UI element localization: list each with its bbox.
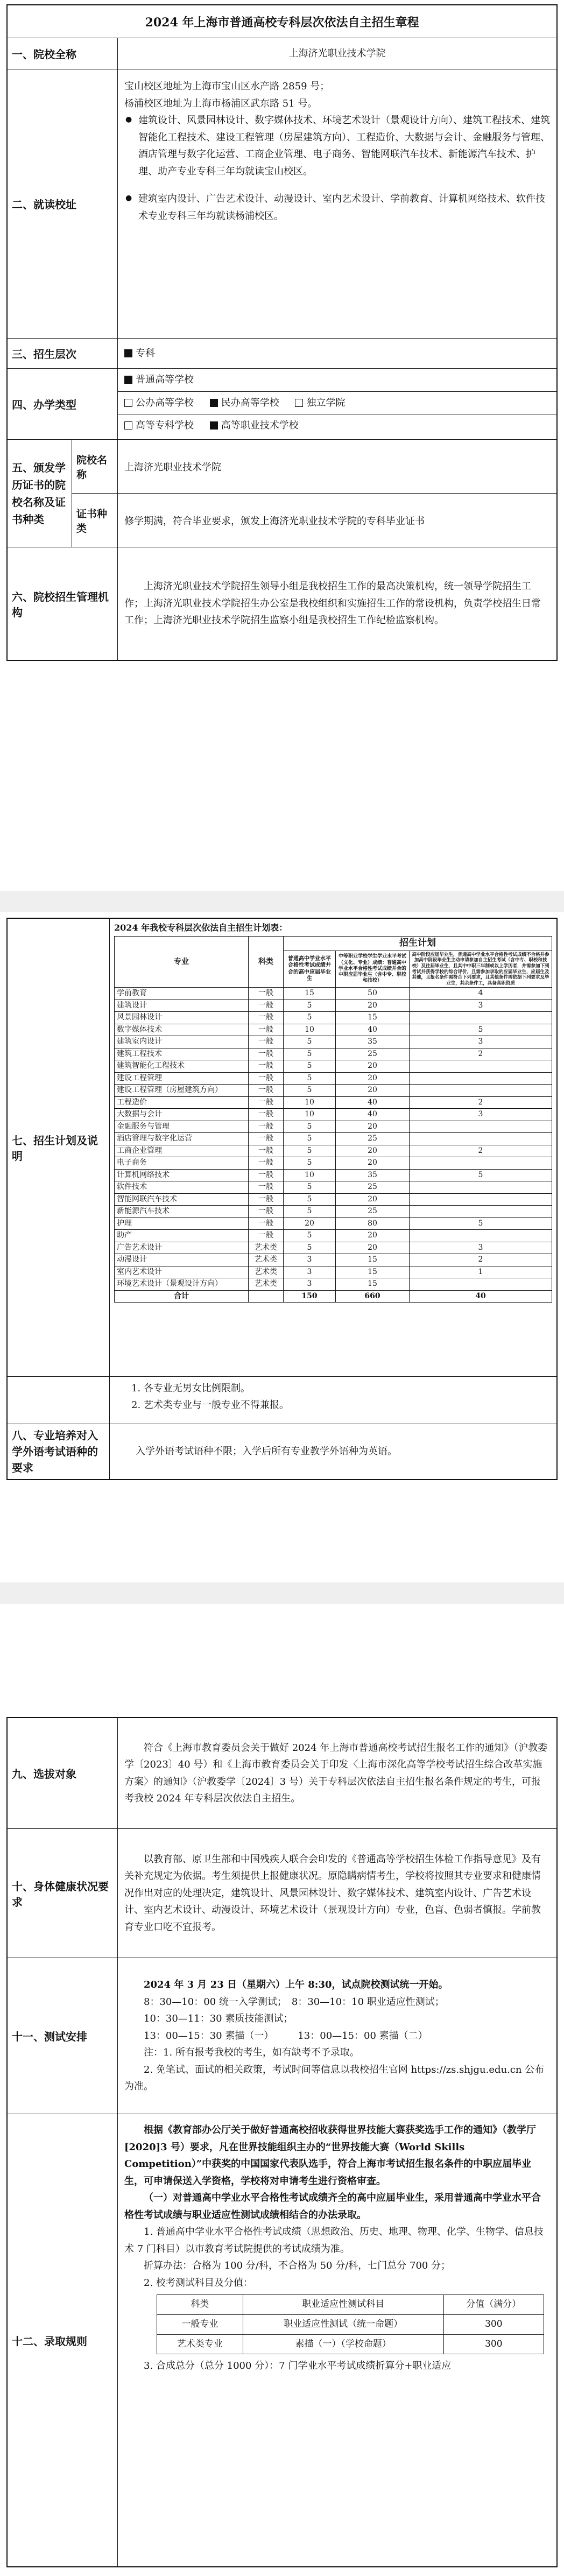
plan-header-row: [115, 937, 552, 951]
plan-value-cell: 5: [284, 1145, 336, 1157]
score-row: [157, 2334, 544, 2354]
section-label: 十一、测试安排: [8, 1958, 118, 2114]
plan-row: [115, 1085, 552, 1097]
plan-major-cell: 工程造价: [115, 1096, 249, 1109]
plan-row: [115, 1278, 552, 1291]
plan-row: [115, 1145, 552, 1157]
plan-value-cell: 40: [336, 1096, 410, 1109]
plan-value-cell: 一般: [249, 1072, 284, 1085]
plan-value-cell: 20: [336, 1157, 410, 1170]
plan-value-cell: 10: [284, 1096, 336, 1109]
checked-box-icon: [210, 399, 218, 407]
plan-value-cell: 一般: [249, 1024, 284, 1036]
plan-value-cell: 一般: [249, 1181, 284, 1194]
plan-row: [115, 1266, 552, 1278]
campus-address-baoshan: 宝山校区地址为上海市宝山区水产路 2859 号；: [124, 81, 330, 92]
plan-major-cell: 建设工程管理: [115, 1072, 249, 1085]
charter-table-part-3: [6, 1717, 558, 2567]
page-1: [0, 0, 564, 891]
page-gap: [0, 891, 564, 912]
sub-label: 证书种类: [72, 494, 118, 547]
plan-major-cell: 建筑智能化工程技术: [115, 1060, 249, 1073]
plan-value-cell: 20: [336, 1000, 410, 1012]
plan-value-cell: 一般: [249, 1169, 284, 1181]
plan-value-cell: 50: [336, 988, 410, 1000]
section-label: 六、院校招生管理机构: [8, 547, 118, 660]
plan-value-cell: 艺术类: [249, 1266, 284, 1278]
section-label: 九、选拔对象: [8, 1718, 118, 1828]
plan-value-cell: 艺术类: [249, 1254, 284, 1266]
test-slot: 10：30—11：30 素质技能测试；: [144, 2013, 293, 2025]
plan-value-cell: 5: [284, 1072, 336, 1085]
header-cat-3: 高中阶段应届毕业生，普通高中学业水平合格性考试成绩不合格并参加高中阶段毕业生主动申请参加自主招生考试（含中专、职校和技校）及往届毕业生，且其中中职三年制或以上学历者，并需参加下列考试并获得学校的综合评价，且需参加录取的应届毕业生，应届生及其他，且报名条件需符合下列要求，且其他条件需依据下列要求及毕业生，其余条件工，具备高职资质: [410, 951, 552, 988]
enrollment-plan-table: [114, 936, 552, 1303]
score-cell: 职业适应性测试科目: [243, 2295, 443, 2315]
page-2: [0, 912, 564, 1582]
plan-value-cell: 2: [410, 1048, 552, 1060]
score-cell: 科类: [157, 2295, 243, 2315]
plan-major-cell: 新能源汽车技术: [115, 1206, 249, 1218]
score-cell: 一般专业: [157, 2314, 243, 2334]
plan-value-cell: 10: [284, 1109, 336, 1121]
plan-value-cell: 一般: [249, 1206, 284, 1218]
plan-row: [115, 1169, 552, 1181]
section-label: 八、专业培养对入学外语考试语种的要求: [8, 1424, 110, 1479]
plan-value-cell: 5: [284, 1036, 336, 1048]
section-test-schedule: [8, 1958, 556, 2114]
plan-value-cell: 20: [336, 1193, 410, 1206]
plan-value-cell: 3: [284, 1254, 336, 1266]
plan-value-cell: 10: [284, 1169, 336, 1181]
plan-value-cell: 5: [284, 1242, 336, 1254]
certifying-school: 上海济光职业技术学院: [124, 461, 221, 473]
test-slot: 13：00—15：30 素描（一） 13：00—15：00 素描（二）: [144, 2030, 428, 2042]
section-label: 三、招生层次: [8, 339, 118, 368]
plan-value-cell: [410, 1085, 552, 1097]
section-school-type: [8, 368, 556, 439]
certificate-row: [72, 440, 556, 494]
score-header-row: [157, 2295, 544, 2315]
plan-value-cell: 40: [336, 1109, 410, 1121]
plan-major-cell: 建筑室内设计: [115, 1036, 249, 1048]
plan-value-cell: 5: [284, 1193, 336, 1206]
plan-major-cell: 电子商务: [115, 1157, 249, 1170]
plan-value-cell: 一般: [249, 1133, 284, 1145]
plan-value-cell: 一般: [249, 1012, 284, 1024]
plan-value-cell: 20: [336, 1145, 410, 1157]
section-label: 十二、录取规则: [8, 2114, 118, 2566]
header-plan: 招生计划: [284, 937, 552, 951]
level-value: 专科: [118, 339, 556, 368]
plan-value-cell: [410, 1072, 552, 1085]
checked-box-icon: [124, 376, 132, 384]
plan-value-cell: 15: [336, 1278, 410, 1291]
section-label: 四、办学类型: [8, 369, 118, 439]
plan-value-cell: 3: [410, 1109, 552, 1121]
plan-row: [115, 1181, 552, 1194]
charter-table-part-2: [6, 918, 558, 1480]
section-school-name: [8, 38, 556, 69]
plan-value-cell: [410, 1230, 552, 1242]
plan-value-cell: 25: [336, 1048, 410, 1060]
plan-value-cell: 一般: [249, 1048, 284, 1060]
plan-row: [115, 1036, 552, 1048]
plan-value-cell: 20: [336, 1242, 410, 1254]
header-major: 专业: [115, 937, 249, 988]
plan-value-cell: 4: [410, 988, 552, 1000]
plan-row: [115, 1096, 552, 1109]
score-cell: 分值（满分）: [443, 2295, 544, 2315]
plan-value-cell: 80: [336, 1217, 410, 1230]
plan-major-cell: 智能网联汽车技术: [115, 1193, 249, 1206]
plan-value-cell: 2: [410, 1096, 552, 1109]
campus-list: [124, 112, 550, 224]
plan-row: [115, 1048, 552, 1060]
plan-value-cell: 20: [336, 1072, 410, 1085]
plan-row: [115, 1012, 552, 1024]
plan-value-cell: 5: [410, 1169, 552, 1181]
plan-value-cell: 一般: [249, 1036, 284, 1048]
school-type-options: [118, 369, 556, 439]
plan-value-cell: [410, 1133, 552, 1145]
plan-value-cell: 5: [284, 1230, 336, 1242]
test-note: 注：1. 所有报考我校的考生，如有缺考不予录取。: [144, 2047, 359, 2059]
campus-address-yangpu: 杨浦校区地址为上海市杨浦区武东路 51 号。: [124, 97, 318, 109]
plan-value-cell: 5: [284, 1157, 336, 1170]
plan-value-cell: 艺术类: [249, 1242, 284, 1254]
plan-value-cell: 一般: [249, 1000, 284, 1012]
test-slot: 8：30—10：00 统一入学测试； 8：30—10：10 职业适应性测试；: [144, 1996, 445, 2008]
plan-value-cell: 5: [284, 1060, 336, 1073]
plan-value-cell: 2: [410, 1145, 552, 1157]
score-cell: 艺术类专业: [157, 2334, 243, 2354]
language-text: 入学外语考试语种不限；入学后所有专业教学外语种为英语。: [136, 1446, 397, 1458]
header-cat-2: 中等职业学校学生学业水平考试（文化、专业）成绩：普通高中学业水平合格性考试成绩并合的中职应届毕业生（含中专、职校和技校）: [336, 951, 410, 988]
plan-row: [115, 1217, 552, 1230]
type-row: 普通高等学校: [118, 369, 556, 392]
plan-value-cell: 35: [336, 1169, 410, 1181]
plan-major-cell: 数字媒体技术: [115, 1024, 249, 1036]
plan-major-cell: 动漫设计: [115, 1254, 249, 1266]
plan-total-label: 合计: [115, 1290, 249, 1303]
test-note: 2. 免笔试、面试的相关政策，考试时间等信息以我校招生官网 https://zs.shjgu.edu.cn 公布为准。: [124, 2064, 545, 2093]
page-gap: [0, 1582, 564, 1604]
plan-row: [115, 1133, 552, 1145]
plan-value-cell: 20: [336, 1121, 410, 1133]
page-title: 2024 年上海市普通高校专科层次依法自主招生章程: [145, 15, 419, 30]
section-admission-office: [8, 547, 556, 660]
section-health: [8, 1828, 556, 1958]
health-text: 以教育部、原卫生部和中国残疾人联合会印发的《普通高等学校招生体检工作指导意见》及有关补充规定为依据。考生须提供上报健康状况。原隐瞒病情考生，学校将按照其专业要求和健康情况作出对应的处理决定，建筑设计、风景园林设计、数字媒体技术、建筑室内设计、广告艺术设计、室内艺术设计、动漫设计、环境艺术设计（景观设计方向）专业，色盲、色弱者慎报。学前教育专业口吃不宜报考。: [124, 1853, 541, 1933]
header-cat-1: 普通高中学业水平合格性考试成绩并合的高中应届毕业生: [284, 951, 336, 988]
plan-note: 1. 各专业无男女比例限制。: [131, 1382, 250, 1394]
admission-office-text: 上海济光职业技术学院招生领导小组是我校招生工作的最高决策机构，统一领导学院招生工作；上海济光职业技术学院招生办公室是我校组织和实施招生工作的常设机构，负责学校招生日常工作；上海济光职业技术学院招生监察小组是我校招生工作纪检监察机构。: [124, 581, 541, 627]
section-certificate: [8, 439, 556, 547]
type-row: 高等专科学校 高等职业技术学校: [118, 414, 556, 437]
plan-value-cell: [410, 1181, 552, 1194]
plan-major-cell: 工商企业管理: [115, 1145, 249, 1157]
checked-box-icon: [124, 349, 132, 357]
plan-value-cell: 40: [336, 1024, 410, 1036]
score-row: [157, 2314, 544, 2334]
plan-note: 2. 艺术类专业与一般专业不得兼报。: [131, 1399, 289, 1411]
plan-value-cell: [410, 1206, 552, 1218]
plan-row: [115, 1206, 552, 1218]
plan-value-cell: 一般: [249, 1157, 284, 1170]
section-label: 一、院校全称: [8, 38, 118, 69]
plan-value-cell: 15: [336, 1254, 410, 1266]
campus-bullet-yangpu: ● 建筑室内设计、广告艺术设计、动漫设计、室内艺术设计、学前教育、计算机网络技术、软件技术专业专科三年均就读杨浦校区。: [138, 191, 550, 224]
plan-body: [115, 988, 552, 1303]
section-level: [8, 338, 556, 368]
plan-major-cell: 大数据与会计: [115, 1109, 249, 1121]
plan-row: [115, 1230, 552, 1242]
plan-value-cell: 10: [284, 1024, 336, 1036]
charter-table-part-1: [6, 4, 558, 661]
plan-major-cell: 建设工程管理（房屋建筑方向）: [115, 1085, 249, 1097]
unchecked-box-icon: [124, 421, 132, 430]
section-eligibility: [8, 1718, 556, 1828]
section-campus: [8, 69, 556, 338]
plan-value-cell: 15: [336, 1266, 410, 1278]
plan-major-cell: 环境艺术设计（景观设计方向）: [115, 1278, 249, 1291]
header-type: 科类: [249, 937, 284, 988]
plan-caption: 2024 年我校专科层次依法自主招生计划表：: [114, 923, 288, 933]
plan-value-cell: [410, 1278, 552, 1291]
rule-paragraph: 3. 合成总分（总分 1000 分）：7 门学业水平考试成绩折算分+职业适应: [144, 2360, 452, 2372]
plan-value-cell: 35: [336, 1036, 410, 1048]
plan-value-cell: 一般: [249, 1230, 284, 1242]
plan-value-cell: 15: [336, 1012, 410, 1024]
campus-content: [118, 69, 556, 338]
plan-row: [115, 1000, 552, 1012]
plan-value-cell: 5: [284, 1206, 336, 1218]
plan-value-cell: 一般: [249, 988, 284, 1000]
plan-row: [115, 1121, 552, 1133]
score-cell: 素描（一）（学校命题）: [243, 2334, 443, 2354]
score-cell: 职业适应性测试（统一命题）: [243, 2314, 443, 2334]
sub-label: 院校名称: [72, 440, 118, 493]
certificate-row: [72, 494, 556, 547]
plan-value-cell: 5: [284, 1085, 336, 1097]
school-name-value: 上海济光职业技术学院: [288, 47, 386, 59]
plan-value-cell: 5: [284, 1048, 336, 1060]
campus-bullet-baoshan: ● 建筑设计、风景园林设计、数字媒体技术、环境艺术设计（景观设计方向）、建筑工程技术、建筑智能化工程技术、建设工程管理（房屋建筑方向）、工程造价、大数据与会计、金融服务与管理、酒店管理与数字化运营、工商企业管理、电子商务、智能网联汽车技术、新能源汽车技术、护理、助产专业专科三年均就读宝山校区。: [138, 112, 550, 180]
plan-value-cell: 一般: [249, 1217, 284, 1230]
plan-row: [115, 1072, 552, 1085]
plan-row: [115, 1024, 552, 1036]
section-label: 五、颁发学历证书的院校名称及证书种类: [8, 440, 72, 547]
plan-major-cell: 建筑设计: [115, 1000, 249, 1012]
plan-major-cell: 金融服务与管理: [115, 1121, 249, 1133]
plan-value-cell: 3: [410, 1036, 552, 1048]
plan-value-cell: 一般: [249, 1060, 284, 1073]
plan-row: [115, 1242, 552, 1254]
plan-major-cell: 酒店管理与数字化运营: [115, 1133, 249, 1145]
plan-content: [110, 919, 556, 1376]
plan-major-cell: 风景园林设计: [115, 1012, 249, 1024]
plan-total-cell: 660: [336, 1290, 410, 1303]
plan-value-cell: 艺术类: [249, 1278, 284, 1291]
plan-value-cell: 5: [284, 1181, 336, 1194]
plan-row: [115, 1254, 552, 1266]
plan-value-cell: 15: [284, 988, 336, 1000]
plan-major-cell: 广告艺术设计: [115, 1242, 249, 1254]
plan-value-cell: 一般: [249, 1193, 284, 1206]
plan-total-cell: [249, 1290, 284, 1303]
plan-notes: [110, 1377, 556, 1424]
plan-total-cell: 40: [410, 1290, 552, 1303]
plan-value-cell: 一般: [249, 1109, 284, 1121]
plan-value-cell: 5: [284, 1133, 336, 1145]
score-cell: 300: [443, 2314, 544, 2334]
score-cell: 300: [443, 2334, 544, 2354]
certificate-type: 修学期满，符合毕业要求，颁发上海济光职业技术学院的专科毕业证书: [124, 515, 425, 527]
plan-value-cell: 5: [284, 1121, 336, 1133]
eligibility-text: 符合《上海市教育委员会关于做好 2024 年上海市普通高校考试招生报名工作的通知》（沪教委学〔2023〕40 号）和《上海市教育委员会关于印发〈上海市深化高等学校考试招生综合改革实施方案〉的通知》（沪教委学〔2024〕3 号）关于专科层次依法自主招生报名条件规定的考生，可报考我校 2024 年专科层次依法自主招生。: [124, 1742, 548, 1804]
plan-value-cell: 3: [410, 1000, 552, 1012]
plan-value-cell: 20: [336, 1060, 410, 1073]
section-admission-rules: [8, 2114, 556, 2566]
plan-value-cell: 5: [284, 1000, 336, 1012]
plan-row: [115, 1193, 552, 1206]
section-language: [8, 1424, 556, 1479]
plan-major-cell: 护理: [115, 1217, 249, 1230]
score-table: [157, 2295, 544, 2354]
rule-paragraph: 1. 普通高中学业水平合格性考试成绩（思想政治、历史、地理、物理、化学、生物学、信息技术 7 门科目）以市教育考试院提供的考试成绩为准。: [124, 2226, 544, 2255]
page-3: [0, 1604, 564, 2576]
plan-value-cell: 3: [284, 1266, 336, 1278]
test-schedule: [118, 1958, 556, 2114]
section-label: 七、招生计划及说明: [8, 919, 110, 1376]
plan-major-cell: 助产: [115, 1230, 249, 1242]
plan-value-cell: 20: [284, 1217, 336, 1230]
plan-value-cell: 2: [410, 1254, 552, 1266]
plan-value-cell: 3: [284, 1278, 336, 1291]
plan-row: [115, 1157, 552, 1170]
plan-value-cell: 25: [336, 1206, 410, 1218]
plan-value-cell: 5: [284, 1012, 336, 1024]
plan-value-cell: 5: [410, 1217, 552, 1230]
plan-value-cell: 25: [336, 1181, 410, 1194]
rule-paragraph: 根据《教育部办公厅关于做好普通高校招收获得世界技能大赛获奖选手工作的通知》（教学厅[2020]3 号）要求，凡在世界技能组织主办的“世界技能大赛（World Skills Competition）”中获奖的中国国家代表队选手，符合上海市考试招生报名条件的中职应届毕业生，可申请保送入学资格，学校将对申请考生进行资格审查。: [124, 2124, 536, 2187]
plan-row: [115, 1060, 552, 1073]
plan-value-cell: [410, 1121, 552, 1133]
plan-value-cell: 一般: [249, 1085, 284, 1097]
plan-value-cell: [410, 1193, 552, 1206]
plan-row: [115, 1109, 552, 1121]
rule-paragraph: 折算办法：合格为 100 分/科，不合格为 50 分/科，七门总分 700 分；: [144, 2260, 451, 2271]
plan-value-cell: [410, 1060, 552, 1073]
plan-value-cell: 一般: [249, 1145, 284, 1157]
plan-major-cell: 室内艺术设计: [115, 1266, 249, 1278]
admission-rules: [118, 2114, 556, 2566]
plan-total-row: [115, 1290, 552, 1303]
section-label: 二、就读校址: [8, 69, 118, 338]
unchecked-box-icon: [295, 399, 303, 407]
unchecked-box-icon: [124, 399, 132, 407]
test-date: 2024 年 3 月 23 日（星期六）上午 8:30，试点院校测试统一开始。: [144, 1979, 448, 1991]
plan-major-cell: 建筑工程技术: [115, 1048, 249, 1060]
plan-value-cell: [410, 1157, 552, 1170]
plan-major-cell: 学前教育: [115, 988, 249, 1000]
certificate-grid: [72, 440, 556, 547]
rule-paragraph: （一）对普通高中学业水平合格性考试成绩齐全的高中应届毕业生，采用普通高中学业水平合格性考试成绩与职业适应性测试成绩相结合的办法录取。: [124, 2192, 541, 2221]
plan-value-cell: 3: [410, 1242, 552, 1254]
checked-box-icon: [210, 421, 218, 430]
plan-value-cell: 5: [410, 1024, 552, 1036]
rule-paragraph: 2. 校考测试科目及分值：: [144, 2277, 253, 2289]
plan-value-cell: [410, 1012, 552, 1024]
plan-row: [115, 988, 552, 1000]
plan-notes-row: [8, 1376, 556, 1424]
plan-total-cell: 150: [284, 1290, 336, 1303]
plan-value-cell: 一般: [249, 1121, 284, 1133]
type-row: 公办高等学校 民办高等学校 独立学院: [118, 392, 556, 415]
plan-value-cell: 1: [410, 1266, 552, 1278]
plan-value-cell: 20: [336, 1230, 410, 1242]
empty-label: [8, 1377, 110, 1424]
plan-value-cell: 一般: [249, 1096, 284, 1109]
section-label: 十、身体健康状况要求: [8, 1829, 118, 1958]
plan-major-cell: 计算机网络技术: [115, 1169, 249, 1181]
plan-value-cell: 25: [336, 1133, 410, 1145]
plan-value-cell: 20: [336, 1085, 410, 1097]
section-enrollment-plan: [8, 919, 556, 1376]
plan-major-cell: 软件技术: [115, 1181, 249, 1194]
